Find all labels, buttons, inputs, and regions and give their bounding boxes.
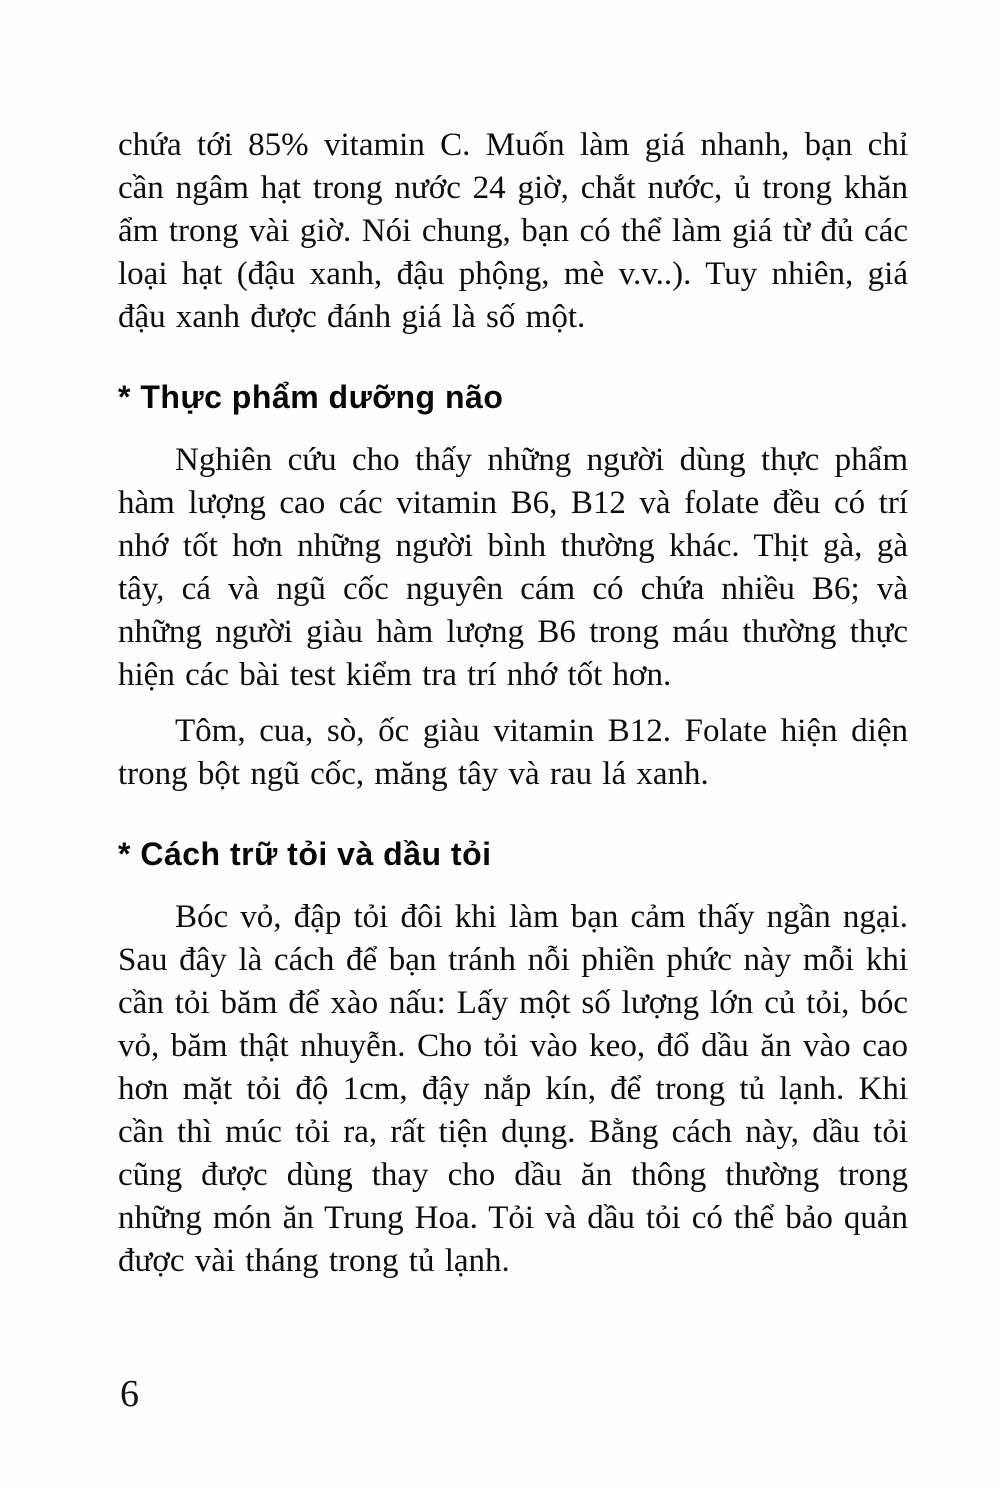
- page-number: 6: [120, 1373, 139, 1415]
- paragraph-b12-folate: Tôm, cua, sò, ốc giàu vitamin B12. Folate hiện diện trong bột ngũ cốc, măng tây và rau lá xanh.: [118, 713, 908, 792]
- section-heading-garlic-storage: * Cách trữ tỏi và dầu tỏi: [118, 836, 492, 872]
- paragraph-vitamin-c-continuation: chứa tới 85% vitamin C. Muốn làm giá nhanh, bạn chỉ cần ngâm hạt trong nước 24 giờ, chắt nước, ủ trong khăn ẩm trong vài giờ. Nói chung, bạn có thể làm giá từ đủ các loại hạt (đậu xanh, đậu phộng, mè v.v..). Tuy nhiên, giá đậu xanh được đánh giá là số một.: [118, 127, 908, 335]
- page-body: [118, 124, 908, 1283]
- paragraph-garlic-oil: Bóc vỏ, đập tỏi đôi khi làm bạn cảm thấy ngần ngại. Sau đây là cách để bạn tránh nỗi phiền phức này mỗi khi cần tỏi băm để xào nấu: Lấy một số lượng lớn củ tỏi, bóc vỏ, băm thật nhuyễn. Cho tỏi vào keo, đổ dầu ăn vào cao hơn mặt tỏi độ 1cm, đậy nắp kín, để trong tủ lạnh. Khi cần thì múc tỏi ra, rất tiện dụng. Bằng cách này, dầu tỏi cũng được dùng thay cho dầu ăn thông thường trong những món ăn Trung Hoa. Tỏi và dầu tỏi có thể bảo quản được vài tháng trong tủ lạnh.: [118, 899, 908, 1279]
- paragraph-b6-memory: Nghiên cứu cho thấy những người dùng thực phẩm hàm lượng cao các vitamin B6, B12 và folate đều có trí nhớ tốt hơn những người bình thường khác. Thịt gà, gà tây, cá và ngũ cốc nguyên cám có chứa nhiều B6; và những người giàu hàm lượng B6 trong máu thường thực hiện các bài test kiểm tra trí nhớ tốt hơn.: [118, 442, 908, 693]
- section-heading-brain-food: * Thực phẩm dưỡng não: [118, 379, 504, 415]
